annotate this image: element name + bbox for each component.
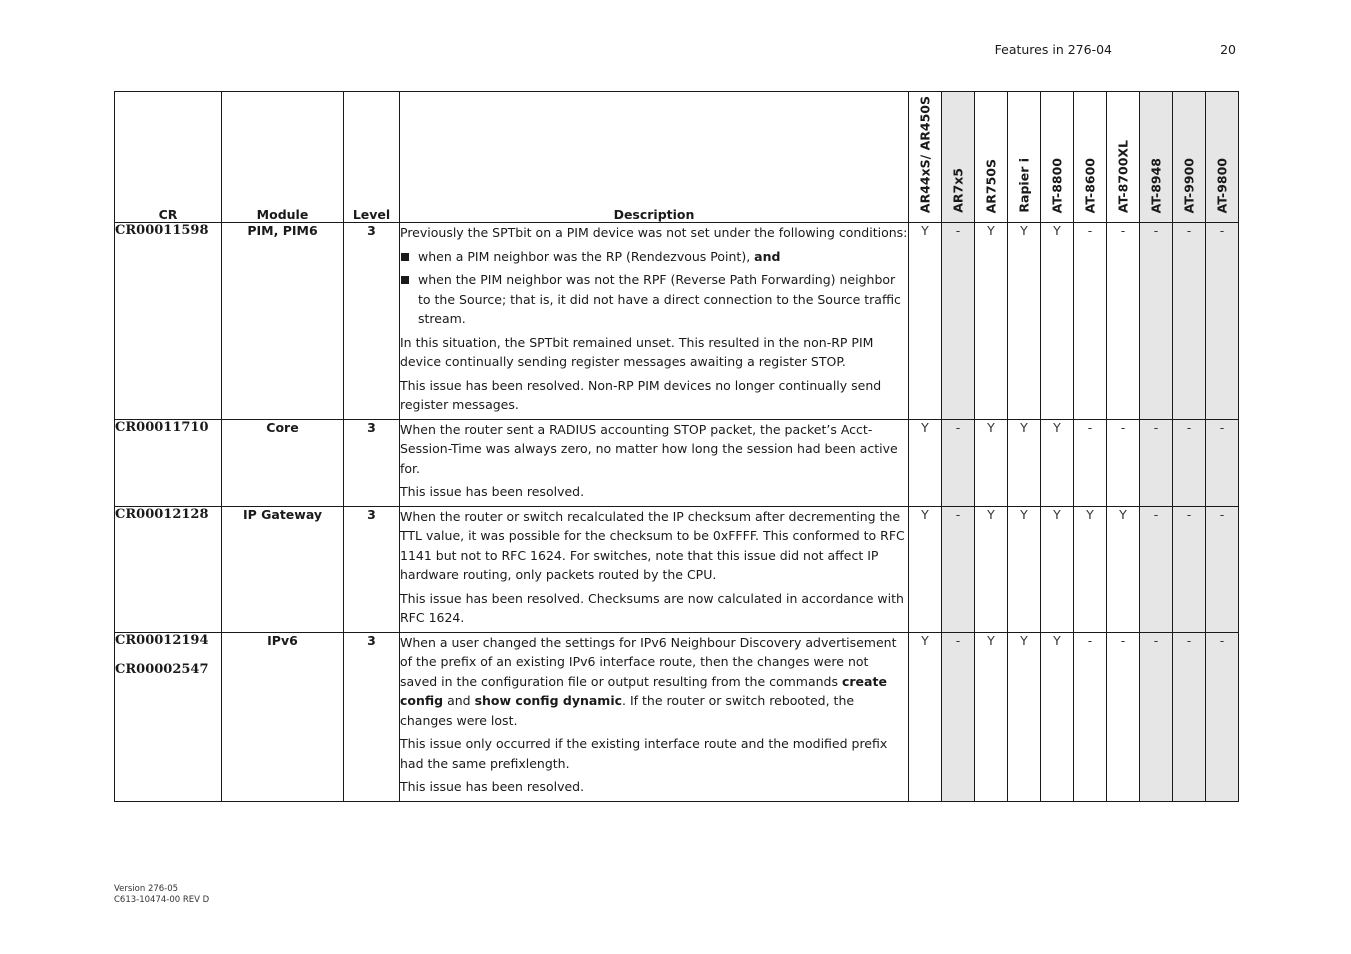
description-paragraph <box>400 633 908 731</box>
product-label: AT-9900 <box>1181 157 1197 213</box>
cr-number: CR00012194 <box>115 632 209 648</box>
column-header-product <box>942 92 975 223</box>
column-header-product <box>909 92 942 223</box>
cr-number: CR00002547 <box>115 661 209 677</box>
product-mark: Y <box>1008 419 1041 506</box>
description-paragraph: This issue has been resolved. <box>400 484 585 499</box>
product-mark: Y <box>1008 223 1041 420</box>
list-item-text: when the PIM neighbor was not the RPF (Reverse Path Forwarding) neighbor to the Source; that is, it did not have a direct connection to the Source traffic stream. <box>418 272 901 326</box>
product-mark: - <box>1140 419 1173 506</box>
product-mark: Y <box>1107 506 1140 632</box>
product-mark: - <box>1173 223 1206 420</box>
product-label: AR750S <box>983 158 999 213</box>
product-mark: - <box>1107 223 1140 420</box>
product-label: AT-8800 <box>1049 157 1065 213</box>
list-item <box>400 247 908 267</box>
page-footer <box>114 884 209 906</box>
table-row <box>115 223 1239 420</box>
description-paragraph: In this situation, the SPTbit remained unset. This resulted in the non-RP PIM device continually sending register messages awaiting a register STOP. <box>400 334 874 369</box>
table-header-row <box>115 92 1239 223</box>
product-mark: - <box>1074 223 1107 420</box>
level-cell: 3 <box>344 223 400 420</box>
product-mark: Y <box>975 506 1008 632</box>
column-header-product <box>1140 92 1173 223</box>
product-mark: - <box>1074 632 1107 801</box>
column-header-level: Level <box>344 92 400 223</box>
product-mark: Y <box>909 223 942 420</box>
description-paragraph: This issue has been resolved. Non-RP PIM devices no longer continually send register messages. <box>400 377 882 412</box>
product-mark: - <box>1074 419 1107 506</box>
product-mark: - <box>1206 419 1239 506</box>
description-cell <box>400 506 909 632</box>
product-mark: - <box>1140 506 1173 632</box>
product-mark: - <box>1107 419 1140 506</box>
description-text: and <box>443 693 475 708</box>
module-cell: IP Gateway <box>222 506 344 632</box>
product-mark: Y <box>909 506 942 632</box>
description-paragraph: When the router or switch recalculated the IP checksum after decrementing the TTL value, it was possible for the checksum to be 0xFFFF. This conformed to RFC 1141 but not to RFC 1624. For switches, note that this issue did not affect IP hardware routing, only packets routed by the CPU. <box>400 508 905 582</box>
cr-cell <box>115 419 222 506</box>
command-text: show config dynamic <box>474 693 623 708</box>
module-cell: Core <box>222 419 344 506</box>
column-header-product <box>975 92 1008 223</box>
description-cell <box>400 223 909 420</box>
page-number: 20 <box>1220 42 1236 57</box>
table-row <box>115 506 1239 632</box>
list-item <box>400 270 908 329</box>
description-text: When a user changed the settings for IPv6 Neighbour Discovery advertisement of the prefix of an existing IPv6 interface route, then the changes were not saved in the configuration file or output resulting from the commands <box>400 634 897 689</box>
list-item-bold-text: and <box>754 248 781 264</box>
product-mark: - <box>1173 632 1206 801</box>
module-cell: PIM, PIM6 <box>222 223 344 420</box>
footer-version: Version 276-05 <box>114 884 179 894</box>
cr-number: CR00011710 <box>115 419 209 435</box>
product-label: AT-8948 <box>1148 157 1164 213</box>
level-cell: 3 <box>344 506 400 632</box>
product-mark: - <box>1140 632 1173 801</box>
product-mark: - <box>1206 506 1239 632</box>
product-mark: - <box>1107 632 1140 801</box>
features-table <box>114 91 1239 802</box>
product-mark: Y <box>1041 632 1074 801</box>
product-label: Rapier i <box>1016 158 1032 213</box>
product-label: AT-9800 <box>1214 157 1230 213</box>
column-header-cr: CR <box>115 92 222 223</box>
description-paragraph: This issue has been resolved. <box>400 779 585 794</box>
cr-cell <box>115 506 222 632</box>
square-bullet-icon <box>401 253 409 261</box>
column-header-product <box>1107 92 1140 223</box>
description-cell <box>400 632 909 801</box>
description-cell <box>400 419 909 506</box>
footer-doc-id: C613-10474-00 REV D <box>114 895 210 905</box>
cr-cell <box>115 223 222 420</box>
column-header-product <box>1008 92 1041 223</box>
product-mark: Y <box>909 419 942 506</box>
column-header-product <box>1206 92 1239 223</box>
list-item-text: when a PIM neighbor was the RP (Rendezvous Point), <box>418 248 755 264</box>
product-mark: Y <box>975 632 1008 801</box>
product-mark: Y <box>1041 419 1074 506</box>
product-mark: - <box>942 419 975 506</box>
product-mark: - <box>942 506 975 632</box>
section-title: Features in 276-04 <box>994 42 1112 57</box>
cr-cell <box>115 632 222 801</box>
product-label: AR7x5 <box>950 168 966 213</box>
level-cell: 3 <box>344 419 400 506</box>
table-row <box>115 419 1239 506</box>
product-mark: Y <box>975 419 1008 506</box>
description-text: . If the router or switch rebooted, the changes were lost. <box>400 693 855 728</box>
product-label: AT-8700XL <box>1115 140 1131 213</box>
column-header-product <box>1173 92 1206 223</box>
description-paragraph: Previously the SPTbit on a PIM device was not set under the following conditions: <box>400 225 908 240</box>
product-mark: Y <box>975 223 1008 420</box>
module-cell: IPv6 <box>222 632 344 801</box>
product-mark: - <box>942 632 975 801</box>
cr-number: CR00012128 <box>115 506 209 522</box>
product-mark: Y <box>1041 506 1074 632</box>
condition-list <box>400 247 908 329</box>
product-mark: - <box>1206 223 1239 420</box>
product-mark: - <box>1206 632 1239 801</box>
column-header-product <box>1074 92 1107 223</box>
product-label: AR44xS/ AR450S <box>917 95 933 213</box>
product-mark: - <box>1173 506 1206 632</box>
product-mark: - <box>942 223 975 420</box>
product-mark: Y <box>1008 632 1041 801</box>
table-row <box>115 632 1239 801</box>
product-mark: Y <box>1041 223 1074 420</box>
page-header <box>900 42 1238 60</box>
command-text: create config <box>400 673 887 708</box>
description-paragraph: When the router sent a RADIUS accounting STOP packet, the packet’s Acct-Session-Time was always zero, no matter how long the session had been active for. <box>400 421 898 476</box>
product-mark: - <box>1173 419 1206 506</box>
column-header-product <box>1041 92 1074 223</box>
column-header-description: Description <box>400 92 909 223</box>
description-paragraph: This issue only occurred if the existing interface route and the modified prefix had the same prefixlength. <box>400 736 888 771</box>
product-mark: Y <box>1008 506 1041 632</box>
cr-number: CR00011598 <box>115 223 209 238</box>
square-bullet-icon <box>401 276 409 284</box>
description-paragraph: This issue has been resolved. Checksums are now calculated in accordance with RFC 1624. <box>400 590 904 625</box>
product-label: AT-8600 <box>1082 157 1098 213</box>
product-mark: - <box>1140 223 1173 420</box>
level-cell: 3 <box>344 632 400 801</box>
column-header-module: Module <box>222 92 344 223</box>
product-mark: Y <box>909 632 942 801</box>
product-mark: Y <box>1074 506 1107 632</box>
